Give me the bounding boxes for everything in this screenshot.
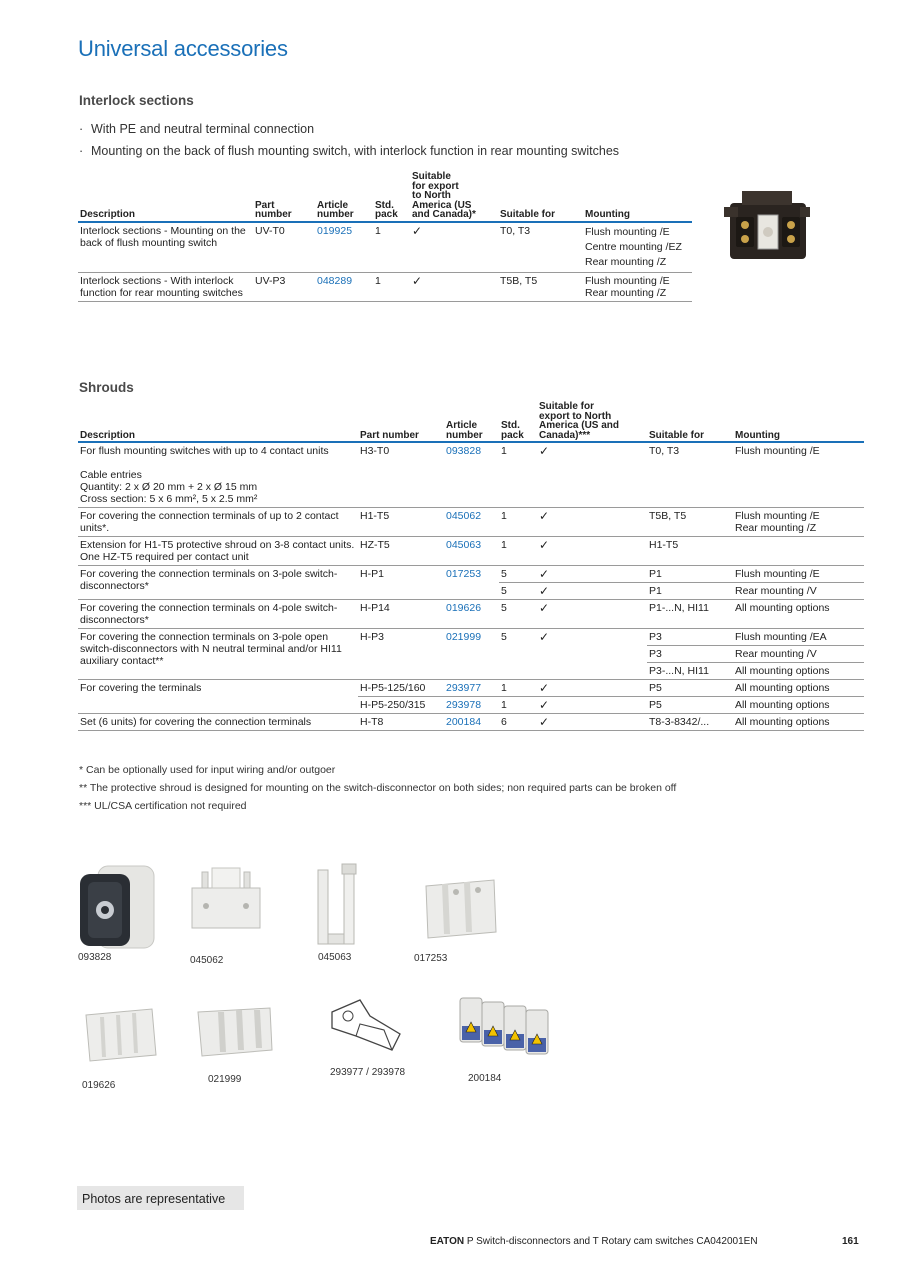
col-part: Part number (255, 199, 292, 220)
shroud-045063-photo (314, 860, 358, 950)
page-number: 161 (842, 1236, 859, 1247)
interlock-section-photo (722, 185, 812, 275)
caption-045062: 045062 (190, 955, 224, 966)
article-link[interactable]: 019925 (317, 224, 353, 237)
col-std: Std. pack (375, 199, 398, 220)
check-icon: ✓ (537, 629, 647, 680)
col-export: Suitable for export to North America (US and Canada)* (412, 171, 476, 220)
footnote-2: ** The protective shroud is designed for mounting on the switch-disconnector on both sides; non required parts can be broken off (79, 782, 677, 794)
check-icon: ✓ (412, 273, 423, 288)
check-icon: ✓ (537, 680, 647, 697)
page-title: Universal accessories (78, 36, 288, 61)
table-row: For covering the connection terminals of up to 2 contact units*. H1-T5 045062 1 ✓ T5B, T5 Flush mounting /E Rear mounting /Z (78, 508, 864, 537)
check-icon: ✓ (539, 444, 550, 458)
caption-293977-293978: 293977 / 293978 (330, 1067, 406, 1078)
footnote-1: * Can be optionally used for input wiring and/or outgoer (79, 764, 336, 776)
article-link[interactable]: 045062 (446, 510, 482, 522)
col-export: Suitable for export to North America (US and Canada)*** (539, 401, 620, 441)
article-link[interactable]: 093828 (446, 445, 482, 457)
col-std: Std. pack (501, 420, 524, 441)
shroud-019626-photo (82, 1005, 160, 1065)
table-row: P3-...N, HI11 All mounting options (78, 663, 864, 680)
check-icon: ✓ (537, 566, 647, 583)
check-icon: ✓ (412, 223, 423, 238)
caption-019626: 019626 (82, 1080, 116, 1091)
col-article: Article number (317, 199, 354, 220)
interlock-bullet-2: · Mounting on the back of flush mounting switch, with interlock function in rear mounting switches (79, 144, 620, 158)
caption-021999: 021999 (208, 1074, 242, 1085)
col-suitable: Suitable for (500, 209, 556, 220)
check-icon: ✓ (539, 584, 550, 598)
article-link[interactable]: 045063 (446, 539, 482, 551)
table-row: P3 Rear mounting /V (78, 646, 864, 663)
footer-text: EATON P Switch-disconnectors and T Rotary cam switches CA042001EN (430, 1236, 758, 1247)
article-link[interactable]: 293978 (446, 699, 482, 711)
table-row: 5 ✓ P1 Rear mounting /V (78, 583, 864, 600)
check-icon: ✓ (539, 538, 550, 552)
shrouds-table (78, 402, 864, 731)
shroud-h-p5-photo (326, 994, 406, 1058)
table-row: Interlock sections - Mounting on the back of flush mounting switch UV-T0 019925 1 ✓ T0, T3 Flush mounting /E Centre mounting /EZ Rear mounting /Z (78, 222, 692, 273)
caption-045063: 045063 (318, 952, 352, 963)
check-icon: ✓ (539, 509, 550, 523)
table-row: For flush mounting switches with up to 4 contact units Cable entries Quantity: 2 x Ø 20 mm + 2 x Ø 15 mm Cross section: 5 x 6 mm², 5 x 2.5 mm² H3-T0 093828 1 ✓ T0, T3 Flush mounting /E (78, 442, 864, 508)
footnote-3: *** UL/CSA certification not required (79, 800, 247, 812)
col-description: Description (80, 209, 136, 220)
shrouds-heading: Shrouds (79, 380, 134, 395)
col-article: Article number (446, 420, 483, 441)
shroud-093828-photo (78, 862, 158, 952)
photos-note-box: Photos are representative (77, 1186, 244, 1210)
check-icon: ✓ (539, 698, 550, 712)
shroud-021999-photo (194, 1004, 276, 1060)
article-link[interactable]: 048289 (317, 274, 353, 287)
col-suitable: Suitable for (649, 429, 705, 441)
col-mounting: Mounting (585, 209, 630, 220)
article-link[interactable]: 017253 (446, 568, 482, 580)
table-row: For covering the terminals H-P5-125/160 293977 1 ✓ P5 All mounting options (78, 680, 864, 697)
col-mounting: Mounting (735, 429, 780, 441)
check-icon: ✓ (539, 601, 550, 615)
interlock-bullet-1: · With PE and neutral terminal connection (79, 122, 315, 136)
table-row: For covering the connection terminals on 3-pole open switch-disconnectors with N neutral terminal and/or HI11 auxiliary contact** H-P3 021999 5 ✓ P3 Flush mounting /EA (78, 629, 864, 646)
shroud-045062-photo (188, 866, 264, 936)
table-row: Extension for H1-T5 protective shroud on 3-8 contact units. One HZ-T5 required per contact unit HZ-T5 045063 1 ✓ H1-T5 (78, 537, 864, 566)
table-row: Set (6 units) for covering the connection terminals H-T8 200184 6 ✓ T8-3-8342/... All mounting options (78, 714, 864, 731)
interlock-heading: Interlock sections (79, 93, 194, 108)
caption-017253: 017253 (414, 953, 448, 964)
col-description: Description (80, 429, 136, 441)
table-row: Interlock sections - With interlock function for rear mounting switches UV-P3 048289 1 ✓ T5B, T5 Flush mounting /E Rear mounting /Z (78, 272, 692, 301)
col-part: Part number (360, 429, 419, 441)
article-link[interactable]: 200184 (446, 716, 482, 728)
shroud-200184-photo (456, 992, 560, 1056)
article-link[interactable]: 019626 (446, 602, 482, 614)
interlock-table (78, 172, 692, 302)
table-row: For covering the connection terminals on 4-pole switch-disconnectors* H-P14 019626 5 ✓ P1-...N, HI11 All mounting options (78, 600, 864, 629)
article-link[interactable]: 021999 (444, 629, 499, 680)
article-link[interactable]: 293977 (444, 680, 499, 697)
caption-200184: 200184 (468, 1073, 502, 1084)
caption-093828: 093828 (78, 952, 112, 963)
check-icon: ✓ (539, 715, 550, 729)
footer-brand: EATON (430, 1236, 465, 1247)
shroud-017253-photo (420, 872, 500, 944)
table-row: H-P5-250/315 293978 1 ✓ P5 All mounting options (78, 697, 864, 714)
table-row: For covering the connection terminals on 3-pole switch-disconnectors* H-P1 017253 5 ✓ P1 Flush mounting /E (78, 566, 864, 583)
